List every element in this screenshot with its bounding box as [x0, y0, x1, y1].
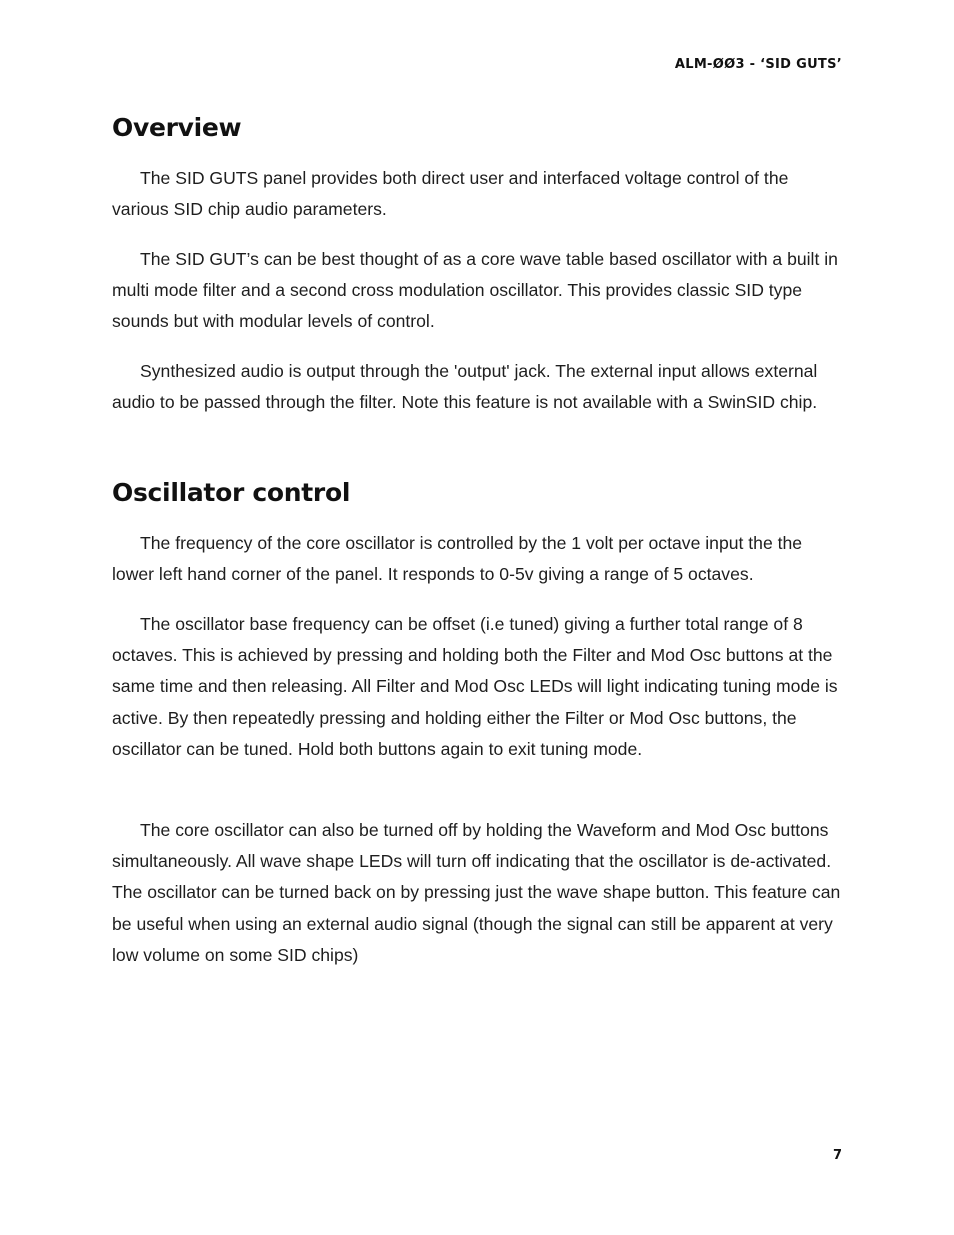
- paragraph: Synthesized audio is output through the 'output' jack. The external input allows external audio to be passed through the filter. Note this feature is not available with a SwinSID chip.: [112, 361, 818, 413]
- page-header: ALM-ØØ3 - ‘SID GUTS’: [674, 57, 842, 72]
- page-number: 7: [832, 1148, 842, 1163]
- section-title-overview: Overview: [112, 113, 242, 142]
- paragraph: The SID GUTS panel provides both direct user and interfaced voltage control of the various SID chip audio parameters.: [112, 168, 789, 220]
- paragraph: The frequency of the core oscillator is controlled by the 1 volt per octave input the the lower left hand corner of the panel. It responds to 0-5v giving a range of 5 octaves.: [112, 533, 803, 585]
- paragraph: The oscillator base frequency can be offset (i.e tuned) giving a further total range of 8 octaves. This is achieved by pressing and holding both the Filter and Mod Osc buttons at the same time and then releasing. All Filter and Mod Osc LEDs will light indicating tuning mode is active. By then repeatedly pressing and holding either the Filter or Mod Osc buttons, the oscillator can be tuned. Hold both buttons again to exit tuning mode.: [112, 614, 838, 759]
- paragraph: The core oscillator can also be turned off by holding the Waveform and Mod Osc buttons simultaneously. All wave shape LEDs will turn off indicating that the oscillator is de-activated. The oscillator can be turned back on by pressing just the wave shape button. This feature can be useful when using an external audio signal (though the signal can still be apparent at very low volume on some SID chips): [112, 820, 841, 965]
- section-title-oscillator-control: Oscillator control: [112, 478, 351, 507]
- paragraph: The SID GUT’s can be best thought of as a core wave table based oscillator with a built in multi mode filter and a second cross modulation oscillator. This provides classic SID type sounds but with modular levels of control.: [112, 249, 838, 332]
